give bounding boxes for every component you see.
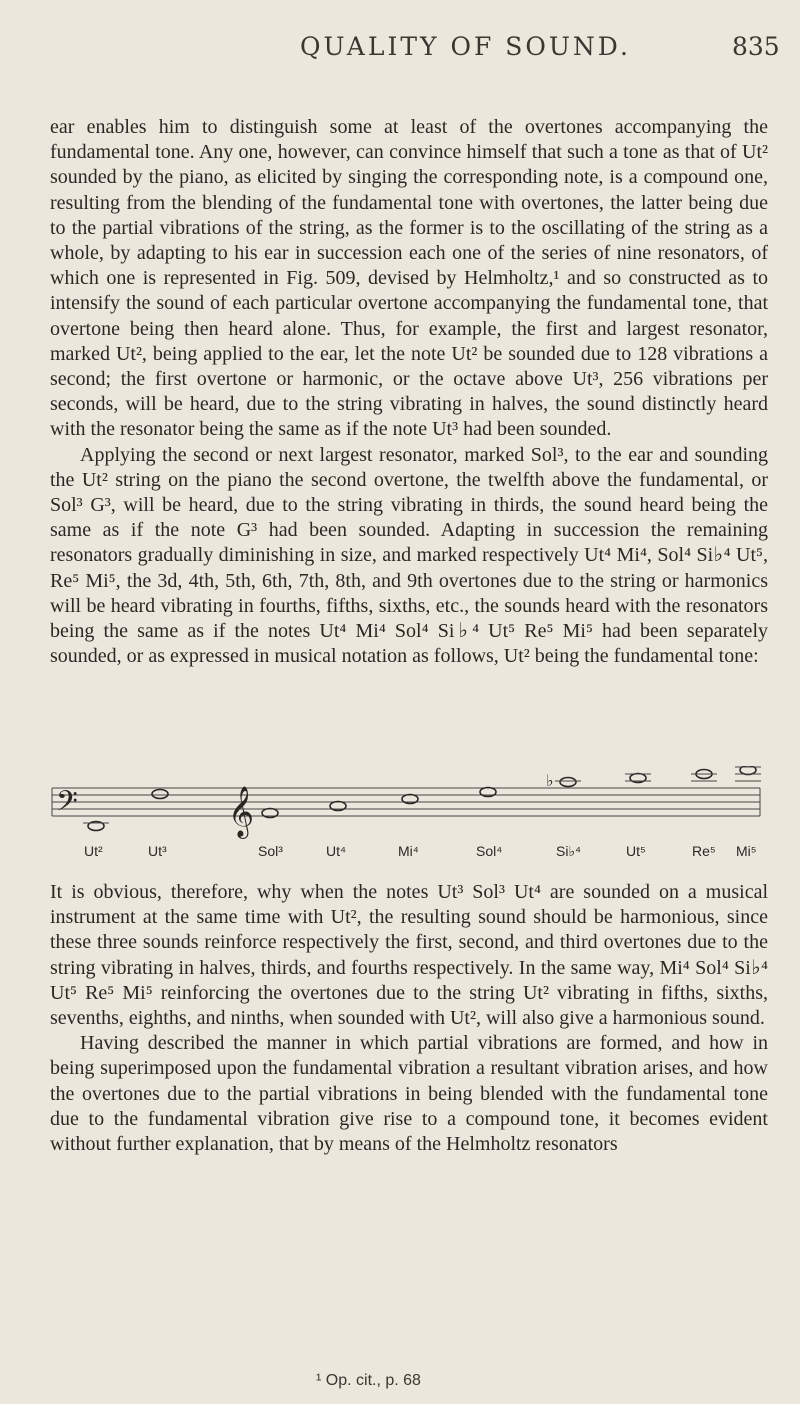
note-heads xyxy=(83,766,761,831)
flat-icon: ♭ xyxy=(546,771,554,790)
paragraph: It is obvious, therefore, why when the notes Ut³ Sol³ Ut⁴ are sounded on a musical instrument at the same time with Ut², the resulting sound should be harmonious, since these three sounds reinforce respectively the first, second, and third overtones due to the string vibrating in halves, thirds, and fourths respectively. In the same way, Mi⁴ Sol⁴ Si♭⁴ Ut⁵ Re⁵ Mi⁵ reinforcing the overtones due to the string Ut² vibrating in fifths, sixths, sevenths, eighths, and ninths, when sounded with Ut², will also give a harmonious sound. xyxy=(50,881,768,1030)
bass-clef-icon: 𝄢 xyxy=(56,785,78,825)
treble-clef-icon: 𝄞 xyxy=(228,786,255,837)
musical-notation-figure xyxy=(48,766,770,866)
staff-lines xyxy=(52,788,760,816)
note-label: Ut² xyxy=(84,843,103,859)
note-head xyxy=(560,778,576,787)
text-block-lower xyxy=(50,880,768,1157)
note-label: Ut⁵ xyxy=(626,843,646,859)
note-label: Mi⁵ xyxy=(736,843,757,859)
note-label: Ut⁴ xyxy=(326,843,347,859)
note-label: Mi⁴ xyxy=(398,843,419,859)
footnote: ¹ Op. cit., p. 68 xyxy=(316,1372,421,1389)
text-block-upper xyxy=(50,115,768,669)
paragraph: Applying the second or next largest resonator, marked Sol³, to the ear and sounding the Ut² string on the piano the second overtone, the twelfth above the fundamental, or Sol³ G³, will be heard, due to the string vibrating in thirds, the sound heard being the same as if the note G³ had been sounded. Adapting in succession the remaining resonators gradually diminishing in size, and marked respectively Ut⁴ Mi⁴, Sol⁴ Si♭⁴ Ut⁵, Re⁵ Mi⁵, the 3d, 4th, 5th, 6th, 7th, 8th, and 9th overtones due to the string or harmonics will be heard vibrating in fourths, fifths, sixths, etc., the sounds heard with the resonators being the same as if the notes Ut⁴ Mi⁴ Sol⁴ Si♭⁴ Ut⁵ Re⁵ Mi⁵ had been separately sounded, or as expressed in musical notation as follows, Ut² being the fundamental tone: xyxy=(50,443,768,668)
note-labels xyxy=(84,843,757,859)
note-label: Sol⁴ xyxy=(476,843,503,859)
note-label: Ut³ xyxy=(148,843,167,859)
page-header xyxy=(0,32,800,72)
paragraph: Having described the manner in which partial vibrations are formed, and how in being superimposed upon the fundamental vibration a resultant vibration arises, and how the overtones due to the partial vibrations in being blended with the fundamental tone due to the fundamental vibration give rise to a compound tone, it becomes evident without further explanation, that by means of the Helmholtz resonators xyxy=(50,1032,768,1156)
page-number: 835 xyxy=(732,32,780,61)
running-title: QUALITY OF SOUND. xyxy=(300,32,631,61)
note-label: Si♭⁴ xyxy=(556,843,582,859)
paragraph: ear enables him to distinguish some at least of the overtones accompanying the fundamental tone. Any one, however, can convince himself that such a tone as that of Ut² sounded by the piano, as elicited by singing the corresponding note, is a compound one, resulting from the blending of the fundamental tone with overtones, the latter being due to the partial vibrations of the string, as the former is to the oscillating of the string as a whole, by adapting to his ear in succession each one of the series of nine resonators, of which one is represented in Fig. 509, devised by Helmholtz,¹ and so constructed as to intensify the sound of each particular overtone accompanying the fundamental tone, that overtone being then heard alone. Thus, for example, the first and largest resonator, marked Ut², being applied to the ear, let the note Ut² be sounded due to 128 vibrations a second; the first overtone or harmonic, or the octave above Ut³, 256 vibrations per seconds, will be heard, due to the string vibrating in halves, the sound distinctly heard with the resonator being the same as if the note Ut³ had been sounded. xyxy=(50,116,768,441)
note-head xyxy=(152,790,168,799)
note-label: Re⁵ xyxy=(692,843,716,859)
note-label: Sol³ xyxy=(258,843,283,859)
